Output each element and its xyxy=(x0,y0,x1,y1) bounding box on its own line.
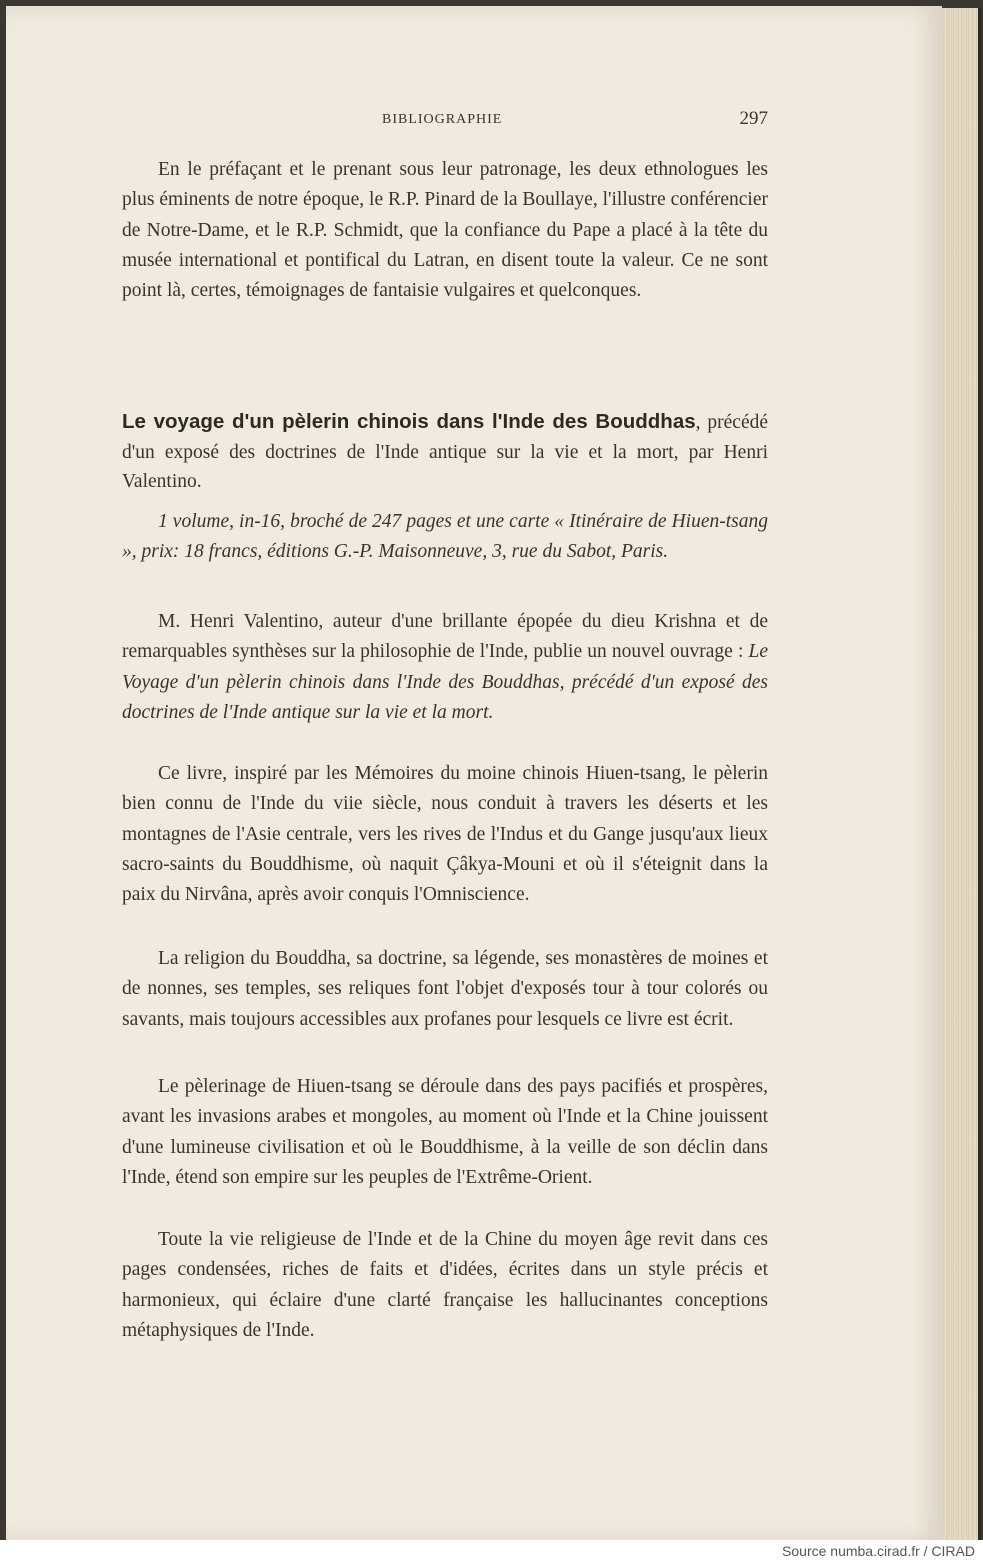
paragraph-religion: La religion du Bouddha, sa doctrine, sa légende, ses monastères de moines et de nonnes, ses temples, ses reliques font l'objet d'exposés tour à tour colorés ou savants, mais toujours accessibles aux profanes pour lesquels ce livre est écrit. xyxy=(122,948,768,1030)
paragraph-author-text: M. Henri Valentino, auteur d'une brillante épopée du dieu Krishna et de remarquables synthèses sur la philosophie de l'Inde, publie un nouvel ouvrage : xyxy=(122,611,768,663)
publication-info: 1 volume, in-16, broché de 247 pages et une carte « Itinéraire de Hiuen-tsang », prix: 18 francs, éditions G.-P. Maisonneuve, 3, rue du Sabot, Paris. xyxy=(122,511,768,563)
book-title-bold: Le voyage d'un pèlerin chinois dans l'Inde des Bouddhas xyxy=(122,410,696,433)
paragraph-author xyxy=(122,607,768,728)
running-header xyxy=(122,104,768,132)
source-credit: Source numba.cirad.fr / CIRAD xyxy=(782,1543,975,1559)
paragraph-pilgrimage: Le pèlerinage de Hiuen-tsang se déroule dans des pays pacifiés et prospères, avant les invasions arabes et mongoles, au moment où l'Inde et la Chine jouissent d'une lumineuse civilisation et où le Bouddhisme, à la veille de son déclin dans l'Inde, étend son empire sur les peuples de l'Extrême-Orient. xyxy=(122,1076,768,1188)
page-number: 297 xyxy=(739,108,768,129)
page-edges xyxy=(942,8,981,1540)
paragraph-preface: En le préfaçant et le prenant sous leur patronage, les deux ethnologues les plus éminents de notre époque, le R.P. Pinard de la Boullaye, l'illustre conférencier de Notre-Dame, et le R.P. Schmidt, que la confiance du Pape a placé à la tête du musée international et pontifical du Latran, en disent toute la valeur. Ce ne sont point là, certes, témoignages de fantaisie vulgaires et quelconques. xyxy=(122,159,768,302)
running-title: BIBLIOGRAPHIE xyxy=(382,112,503,127)
book-title-rest: , précédé d'un exposé des doctrines de l'Inde antique sur la vie et la mort, par Henri Valentino. xyxy=(122,412,769,492)
paragraph-author-title: Le Voyage d'un pèlerin chinois dans l'Inde des Bouddhas, précédé d'un exposé des doctrines de l'Inde antique sur la vie et la mort. xyxy=(122,641,768,723)
review-heading xyxy=(122,407,768,497)
paragraph-conclusion: Toute la vie religieuse de l'Inde et de la Chine du moyen âge revit dans ces pages condensées, riches de faits et d'idées, écrites dans un style précis et harmonieux, qui éclaire d'une clarté française les hallucinantes conceptions métaphysiques de l'Inde. xyxy=(122,1229,768,1341)
paragraph-book-summary: Ce livre, inspiré par les Mémoires du moine chinois Hiuen-tsang, le pèlerin bien connu de l'Inde du viie siècle, nous conduit à travers les déserts et les montagnes de l'Asie centrale, vers les rives de l'Indus et du Gange jusqu'aux lieux sacro-saints du Bouddhisme, où naquit Çâkya-Mouni et où il s'éteignit dans la paix du Nirvâna, après avoir conquis l'Omniscience. xyxy=(122,763,768,906)
